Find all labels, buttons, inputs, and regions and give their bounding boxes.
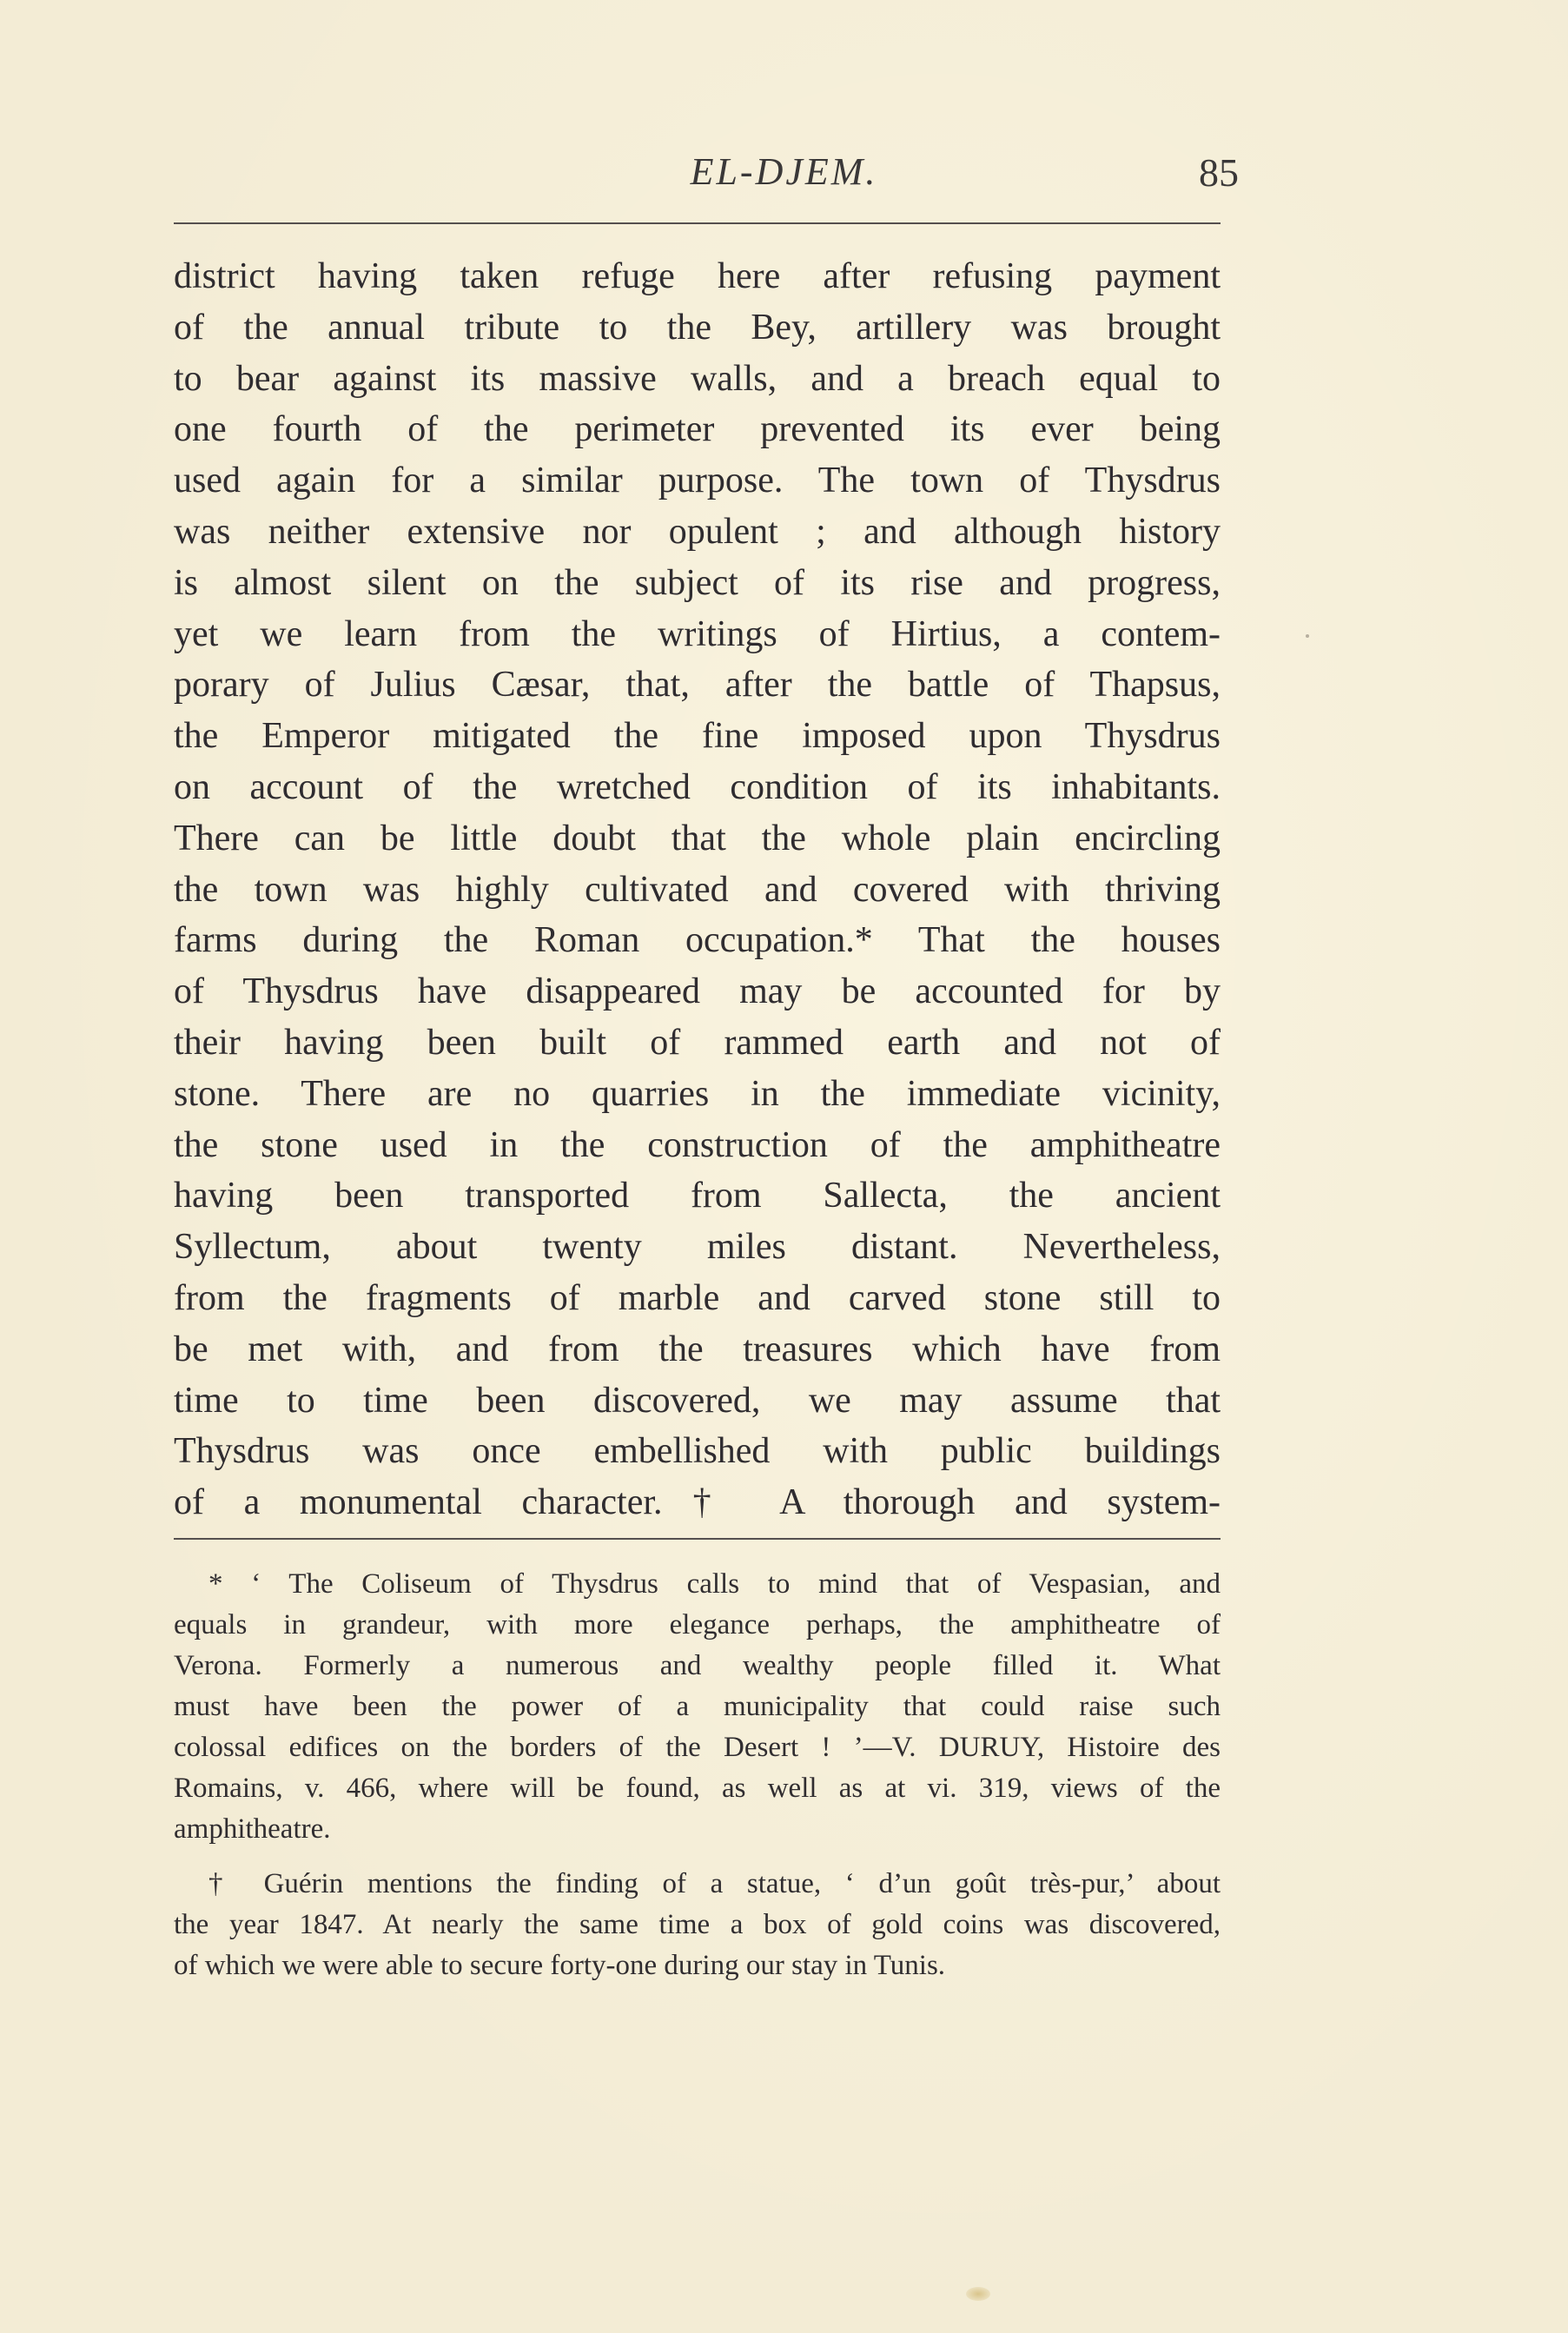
footnotes bbox=[174, 1564, 1221, 1986]
header-rule bbox=[174, 222, 1221, 224]
body-line: yet we learn from the writings of Hirtius, a contem- bbox=[174, 613, 1221, 654]
body-line: the Emperor mitigated the fine imposed upon Thysdrus bbox=[174, 716, 1221, 757]
body-line: of a monumental character.† A thorough and system- bbox=[174, 1482, 1221, 1523]
footnote-line: amphitheatre. bbox=[174, 1813, 331, 1845]
body-line: was neither extensive nor opulent ; and although history bbox=[174, 511, 1221, 552]
body-line: of Thysdrus have disappeared may be accounted for by bbox=[174, 971, 1221, 1012]
body-line: Syllectum, about twenty miles distant. Nevertheless, bbox=[174, 1227, 1221, 1268]
footnote-gap bbox=[174, 1850, 1221, 1864]
body-line: stone. There are no quarries in the immediate vicinity, bbox=[174, 1073, 1221, 1114]
footnote-asterisk bbox=[174, 1564, 1221, 1850]
body-line: time to time been discovered, we may assume that bbox=[174, 1380, 1221, 1421]
body-line: is almost silent on the subject of its rise and progress, bbox=[174, 562, 1221, 603]
body-line: to bear against its massive walls, and a breach equal to bbox=[174, 358, 1221, 399]
body-line: used again for a similar purpose. The town of Thysdrus bbox=[174, 461, 1221, 501]
body-line: district having taken refuge here after refusing payment bbox=[174, 256, 1221, 296]
running-title: EL-DJEM. bbox=[690, 150, 878, 193]
body-line: the town was highly cultivated and covered with thriving bbox=[174, 869, 1221, 910]
footnote-rule bbox=[174, 1538, 1221, 1540]
body-line: be met with, and from the treasures which have from bbox=[174, 1329, 1221, 1369]
body-line: porary of Julius Cæsar, that, after the battle of Thapsus, bbox=[174, 665, 1221, 706]
footnote-line: must have been the power of a municipality that could raise such bbox=[174, 1691, 1221, 1722]
paper-speck bbox=[1306, 634, 1309, 638]
body-line: from the fragments of marble and carved stone still to bbox=[174, 1277, 1221, 1318]
footnote-line: Romains, v. 466, where will be found, as well as at vi. 319, views of the bbox=[174, 1773, 1221, 1804]
body-text bbox=[174, 251, 1221, 1528]
footnote-line: † Guérin mentions the finding of a statue, ‘ d’un goût très-pur,’ about bbox=[208, 1868, 1221, 1899]
body-line: the stone used in the construction of the amphitheatre bbox=[174, 1124, 1221, 1165]
body-line: Thysdrus was once embellished with public buildings bbox=[174, 1431, 1221, 1472]
footnote-line: the year 1847. At nearly the same time a box of gold coins was discovered, bbox=[174, 1909, 1221, 1940]
footnote-dagger bbox=[174, 1864, 1221, 1986]
body-line: their having been built of rammed earth and not of bbox=[174, 1022, 1221, 1063]
body-line: farms during the Roman occupation.* That the houses bbox=[174, 920, 1221, 961]
footnote-line: Verona. Formerly a numerous and wealthy people filled it. What bbox=[174, 1650, 1221, 1681]
body-line: of the annual tribute to the Bey, artillery was brought bbox=[174, 307, 1221, 348]
running-head bbox=[0, 149, 1568, 202]
body-line: There can be little doubt that the whole plain encircling bbox=[174, 818, 1221, 858]
footnote-line: of which we were able to secure forty-one during our stay in Tunis. bbox=[174, 1950, 946, 1981]
footnote-line: colossal edifices on the borders of the Desert ! ’—V. DURUY, Histoire des bbox=[174, 1732, 1221, 1763]
body-line: having been transported from Sallecta, the ancient bbox=[174, 1176, 1221, 1216]
paper-stain bbox=[966, 2287, 990, 2301]
footnote-line: * ‘ The Coliseum of Thysdrus calls to mind that of Vespasian, and bbox=[208, 1568, 1221, 1600]
page-number: 85 bbox=[1199, 150, 1239, 195]
body-line: one fourth of the perimeter prevented its ever being bbox=[174, 409, 1221, 450]
body-line: on account of the wretched condition of its inhabitants. bbox=[174, 766, 1221, 807]
footnote-line: equals in grandeur, with more elegance perhaps, the amphitheatre of bbox=[174, 1609, 1221, 1640]
